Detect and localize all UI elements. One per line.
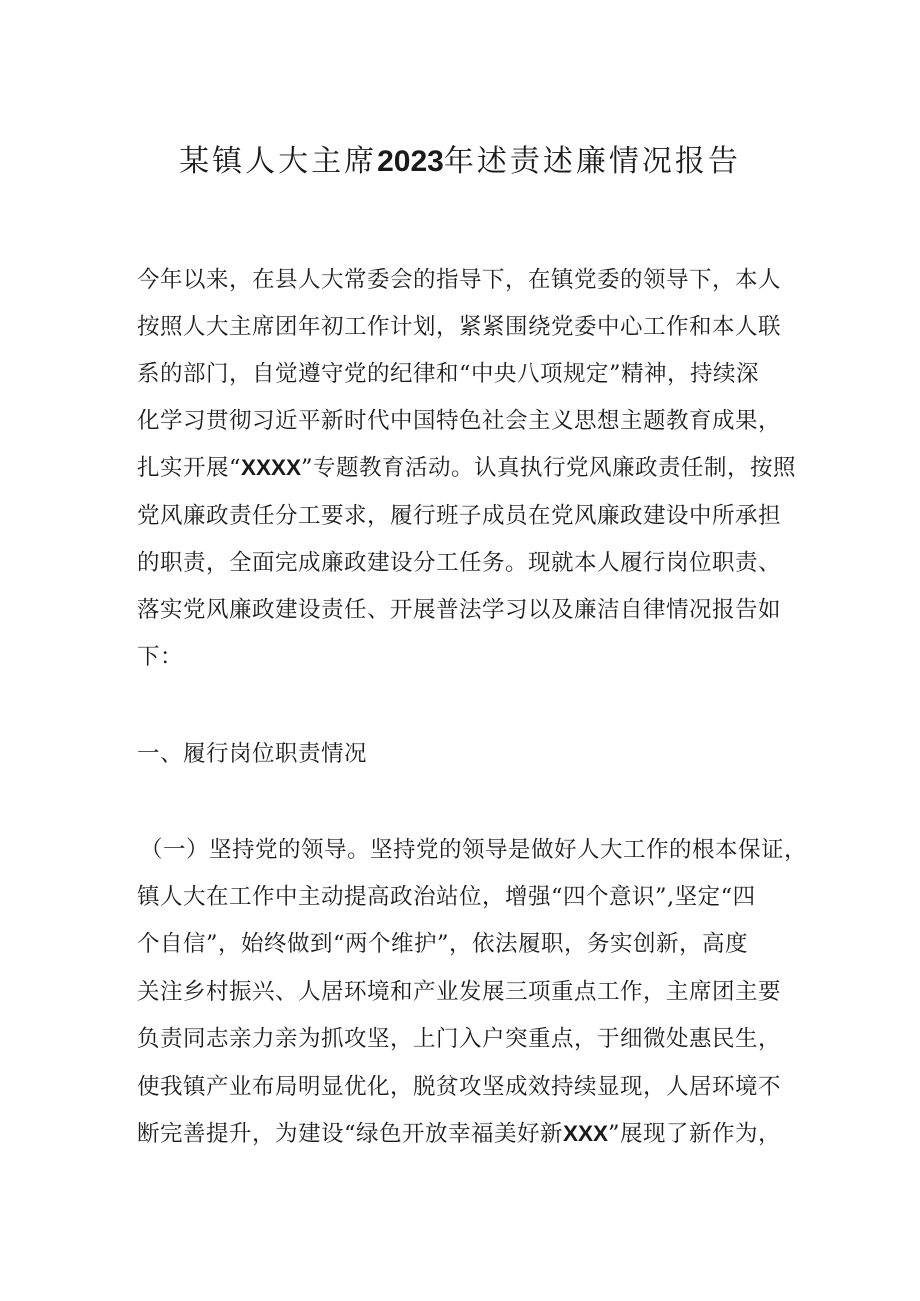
- intro-line: 党风廉政责任分工要求，履行班子成员在党风廉政建设中所承担: [137, 503, 782, 529]
- intro-line: 的职责，全面完成廉政建设分工任务。现就本人履行岗位职责、: [137, 550, 782, 576]
- section1-line: （一）坚持党的领导。坚持党的领导是做好人大工作的根本保证，: [140, 837, 808, 863]
- section-heading: 一、履行岗位职责情况: [137, 741, 368, 767]
- section1-line: 关注乡村振兴、人居环境和产业发展三项重点工作，主席团主要: [137, 979, 782, 1005]
- section1-line: 镇人大在工作中主动提高政治站位，增强“四个意识”,坚定“四: [137, 884, 756, 910]
- section1-line: 个自信”，始终做到“两个维护”，依法履职，务实创新，高度: [137, 931, 749, 957]
- document-title: 某镇人大主席2023年述责述廉情况报告: [179, 144, 741, 179]
- intro-line: 扎实开展“XXXX”专题教育活动。认真执行党风廉政责任制，按照: [137, 455, 797, 481]
- section1-line: 使我镇产业布局明显优化，脱贫攻坚成效持续显现，人居环境不: [137, 1074, 782, 1100]
- intro-line: 落实党风廉政建设责任、开展普法学习以及廉洁自律情况报告如: [137, 597, 782, 623]
- intro-line: 系的部门，自觉遵守党的纪律和“中央八项规定”精神，持续深: [137, 361, 760, 387]
- section1-line: 负责同志亲力亲为抓攻坚，上门入户突重点，于细微处惠民生，: [137, 1026, 782, 1052]
- intro-line: 按照人大主席团年初工作计划，紧紧围绕党委中心工作和本人联: [137, 314, 782, 340]
- intro-line: 今年以来，在县人大常委会的指导下，在镇党委的领导下，本人: [137, 267, 782, 293]
- section1-line: 断完善提升，为建设“绿色开放幸福美好新XXX”展现了新作为，: [137, 1121, 782, 1147]
- intro-line: 下：: [137, 644, 184, 670]
- intro-line: 化学习贯彻习近平新时代中国特色社会主义思想主题教育成果，: [137, 408, 782, 434]
